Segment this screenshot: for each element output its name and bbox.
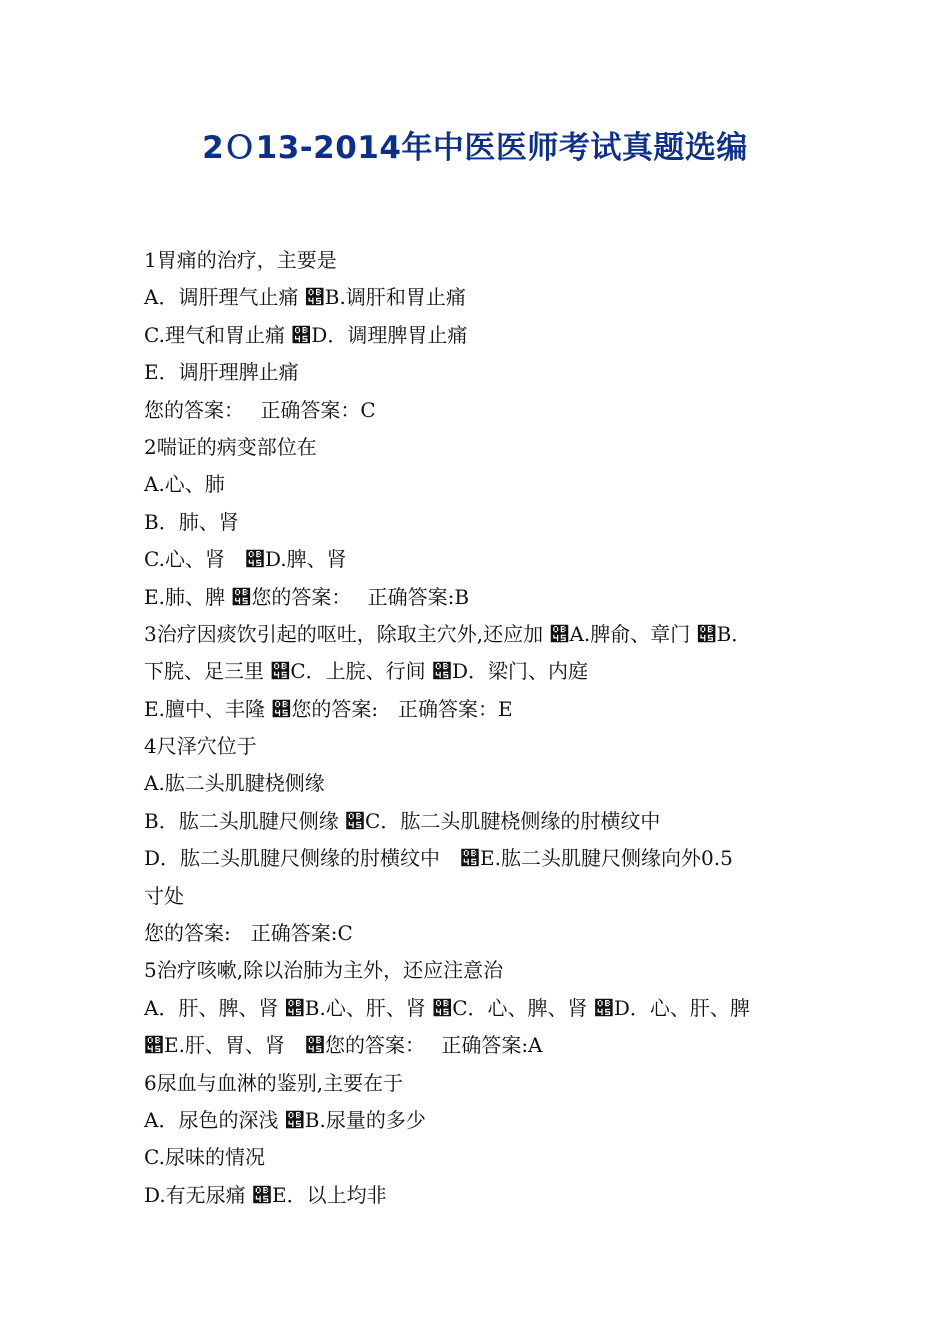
text-line: E．调肝理脾止痛 xyxy=(144,360,299,385)
text-line: A.心、肺 xyxy=(144,472,225,497)
text-line: 寸处 xyxy=(144,883,184,908)
text-line: 6尿血与血淋的鉴别,主要在于 xyxy=(144,1070,404,1095)
text-line: 1胃痛的治疗，主要是 xyxy=(144,248,337,272)
text-line: A．调肝理气止痛 ୅B.调肝和胃止痛 xyxy=(144,285,466,310)
text-line: 您的答案： 正确答案：C xyxy=(144,397,376,422)
text-line: D．肱二头肌腱尺侧缘的肘横纹中 ୅E.肱二头肌腱尺侧缘向外0.5 xyxy=(144,846,733,871)
text-line: 5治疗咳嗽,除以治肺为主外，还应注意治 xyxy=(144,958,504,983)
text-line: C.尿味的情况 xyxy=(144,1145,265,1170)
text-line: C.理气和胃止痛 ୅D．调理脾胃止痛 xyxy=(144,322,468,347)
document-title: 2Ｏ13-2014年中医医师考试真题选编 xyxy=(202,130,748,166)
text-line: B．肺、肾 xyxy=(144,509,239,534)
text-line: B．肱二头肌腱尺侧缘 ୅C．肱二头肌腱桡侧缘的肘横纹中 xyxy=(144,808,661,833)
text-line: 4尺泽穴位于 xyxy=(144,734,257,759)
text-line: ୅E.肝、胃、肾 ୅您的答案： 正确答案:A xyxy=(144,1033,543,1058)
text-line: 下脘、足三里 ୅C．上脘、行间 ୅D．梁门、内庭 xyxy=(144,659,589,684)
text-line: D.有无尿痛 ୅E．以上均非 xyxy=(144,1182,387,1207)
text-line: E.膻中、丰隆 ୅您的答案: 正确答案：E xyxy=(144,696,513,721)
text-line: A.肱二头肌腱桡侧缘 xyxy=(144,771,325,796)
text-line: E.肺、脾 ୅您的答案： 正确答案:B xyxy=(144,584,470,609)
text-line: A．肝、脾、肾 ୅B.心、肝、肾 ୅C．心、脾、肾 ୅D．心、肝、脾 xyxy=(144,995,750,1020)
text-line: C.心、肾 ୅D.脾、肾 xyxy=(144,547,347,572)
text-line: 2喘证的病变部位在 xyxy=(144,434,317,459)
question-list xyxy=(144,242,814,1214)
text-line: A．尿色的深浅 ୅B.尿量的多少 xyxy=(144,1107,426,1132)
text-line: 您的答案: 正确答案:C xyxy=(144,921,353,946)
text-line: 3治疗因痰饮引起的呕吐，除取主穴外,还应加 ୅A.脾俞、章门 ୅B． xyxy=(144,621,752,646)
